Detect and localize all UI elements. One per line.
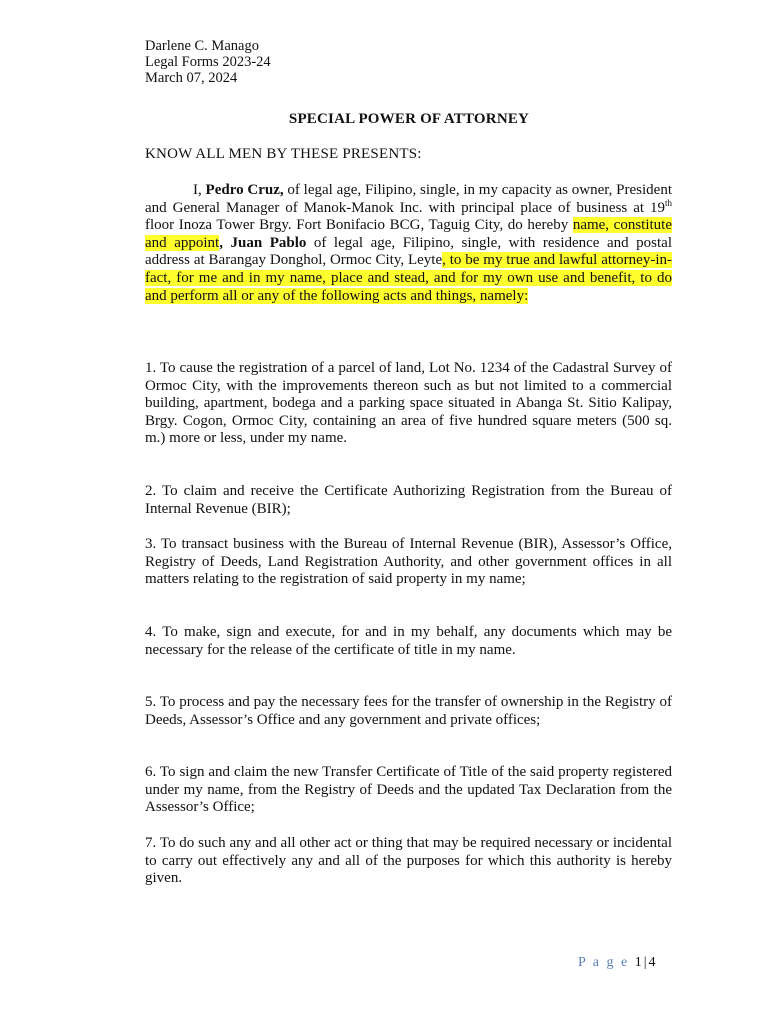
page-footer — [578, 955, 658, 971]
ordinal-suffix: th — [664, 197, 672, 208]
list-item-7: 7. To do such any and all other act or thing that may be required necessary or incidental to carry out effectively any and all of the purposes for which this authority is hereby given. — [145, 835, 672, 887]
opening-line: KNOW ALL MEN BY THESE PRESENTS: — [145, 146, 422, 162]
highlight-appoint: name, constitute and appoint — [145, 217, 672, 251]
document-date: March 07, 2024 — [145, 70, 238, 86]
document-title: SPECIAL POWER OF ATTORNEY — [288, 111, 530, 127]
intro-paragraph: I, Pedro Cruz, of legal age, Filipino, single, in my capacity as owner, President and General Manager of Manok-Manok Inc. with principal place of business at 19th floor Inoza Tower Brgy. Fort Bonifacio BCG, Taguig City, do hereby name, constitute and appoint, Juan Pablo of legal age, Filipino, single, with residence and postal address at Barangay Donghol, Ormoc City, Leyte, to be my true and lawful attorney-in-fact, for me and in my name, place and stead, and for my own use and benefit, to do and perform all or any of the following acts and things, namely: — [145, 182, 673, 304]
list-item-5: 5. To process and pay the necessary fees for the transfer of ownership in the Registry of Deeds, Assessor’s Office and any government and private offices; — [145, 694, 672, 728]
highlight-attorney-in-fact: , to be my true and lawful attorney-in-fact, for me and in my name, place and stead, and for my own use and benefit, to do and perform all or any of the following acts and things, namely: — [145, 252, 672, 304]
list-item-4: 4. To make, sign and execute, for and in my behalf, any documents which may be necessary for the release of the certificate of title in my name. — [145, 624, 672, 658]
author-name: Darlene C. Manago — [145, 38, 259, 54]
page-number: 1 — [634, 955, 644, 970]
attorney-name: Juan Pablo — [230, 234, 307, 251]
principal-name: Pedro Cruz, — [205, 182, 284, 198]
course-name: Legal Forms 2023-24 — [145, 54, 271, 70]
list-item-2: 2. To claim and receive the Certificate Authorizing Registration from the Bureau of Internal Revenue (BIR); — [145, 483, 672, 517]
page-label: P a g e — [578, 955, 630, 970]
list-item-3: 3. To transact business with the Bureau of Internal Revenue (BIR), Assessor’s Office, Registry of Deeds, Land Registration Authority, and other government offices in all matters relating to the registration of said property in my name; — [145, 536, 672, 588]
header-block — [145, 38, 271, 86]
list-item-1: 1. To cause the registration of a parcel of land, Lot No. 1234 of the Cadastral Survey of Ormoc City, with the improvements thereon such as but not limited to a commercial building, apartment, bodega and a parking space situated in Abanga St. Sitio Kalipay, Brgy. Cogon, Ormoc City, containing an area of five hundred square meters (500 sq. m.) more or less, under my name. — [145, 360, 672, 447]
page-total: 4 — [648, 955, 658, 970]
page-separator: | — [643, 955, 649, 970]
list-item-6: 6. To sign and claim the new Transfer Certificate of Title of the said property registered under my name, from the Registry of Deeds and the updated Tax Declaration from the Assessor’s Office; — [145, 764, 672, 816]
